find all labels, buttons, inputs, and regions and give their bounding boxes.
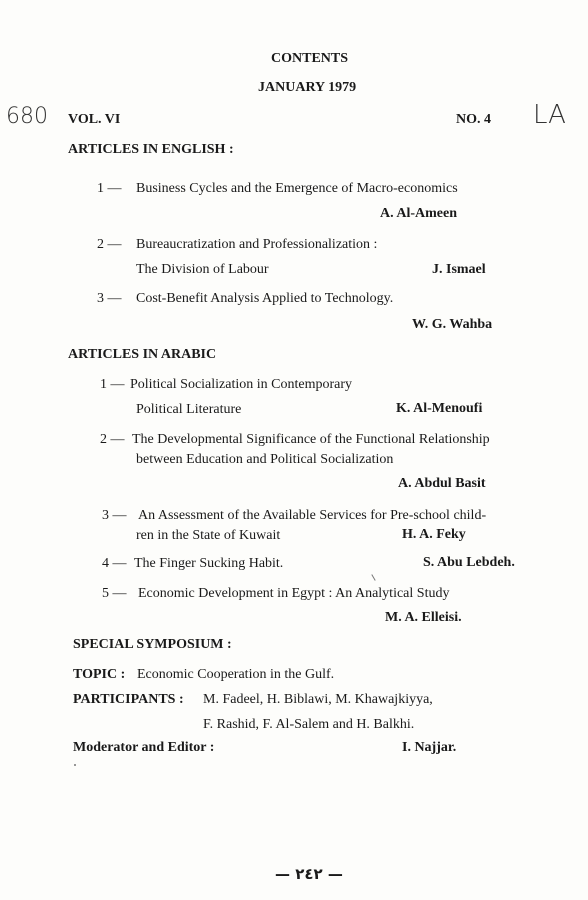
article-author: K. Al-Menoufi — [396, 401, 483, 416]
article-title-cont: The Division of Labour — [136, 262, 269, 277]
article-author: A. Abdul Basit — [398, 476, 486, 491]
ink-speck — [371, 574, 375, 581]
section-heading-symposium: SPECIAL SYMPOSIUM : — [73, 637, 232, 652]
moderator-label: Moderator and Editor : — [73, 740, 215, 755]
article-number: 1 — — [100, 377, 125, 392]
article-title: The Developmental Significance of the Functional Relationship — [132, 432, 490, 447]
article-author: S. Abu Lebdeh. — [423, 555, 515, 570]
article-number: 4 — — [102, 556, 127, 571]
participants-line1: M. Fadeel, H. Biblawi, M. Khawajkiyya, — [203, 692, 433, 707]
article-number: 1 — — [97, 181, 122, 196]
article-title: Economic Development in Egypt : An Analytical Study — [138, 586, 450, 601]
article-title-cont: ren in the State of Kuwait — [136, 528, 281, 543]
article-title-cont: between Education and Political Socialization — [136, 452, 394, 467]
topic-label: TOPIC : — [73, 667, 126, 682]
moderator-name: I. Najjar. — [402, 740, 457, 755]
article-number: 3 — — [102, 508, 127, 523]
page-number: — ٢٤٢ — — [275, 865, 343, 883]
article-author: W. G. Wahba — [412, 317, 493, 332]
participants-line2: F. Rashid, F. Al-Salem and H. Balkhi. — [203, 717, 415, 732]
article-author: A. Al-Ameen — [380, 206, 457, 221]
participants-label: PARTICIPANTS : — [73, 692, 184, 707]
contents-title: CONTENTS — [271, 51, 349, 66]
article-title: Political Socialization in Contemporary — [130, 377, 353, 392]
article-number: 5 — — [102, 586, 127, 601]
article-title: Cost-Benefit Analysis Applied to Technology. — [136, 291, 394, 306]
article-number: 2 — — [100, 432, 125, 447]
article-title: An Assessment of the Available Services for Pre-school child- — [138, 508, 487, 523]
topic-text: Economic Cooperation in the Gulf. — [137, 667, 335, 682]
article-title: The Finger Sucking Habit. — [134, 556, 284, 571]
issue-date: JANUARY 1979 — [258, 80, 357, 95]
article-title-cont: Political Literature — [136, 402, 242, 417]
article-author: M. A. Elleisi. — [385, 610, 462, 625]
article-title: Business Cycles and the Emergence of Macro-economics — [136, 181, 458, 196]
issue-number: NO. 4 — [456, 112, 491, 127]
article-author: H. A. Feky — [402, 527, 466, 542]
ink-dot — [74, 764, 76, 766]
section-heading-english: ARTICLES IN ENGLISH : — [68, 142, 234, 157]
margin-note-right: LA — [533, 100, 566, 130]
article-number: 2 — — [97, 237, 122, 252]
article-author: J. Ismael — [432, 262, 486, 277]
article-title: Bureaucratization and Professionalization : — [136, 237, 378, 252]
volume-label: VOL. VI — [68, 112, 121, 127]
section-heading-arabic: ARTICLES IN ARABIC — [68, 347, 217, 362]
article-number: 3 — — [97, 291, 122, 306]
margin-note-left: 680 — [6, 104, 48, 129]
